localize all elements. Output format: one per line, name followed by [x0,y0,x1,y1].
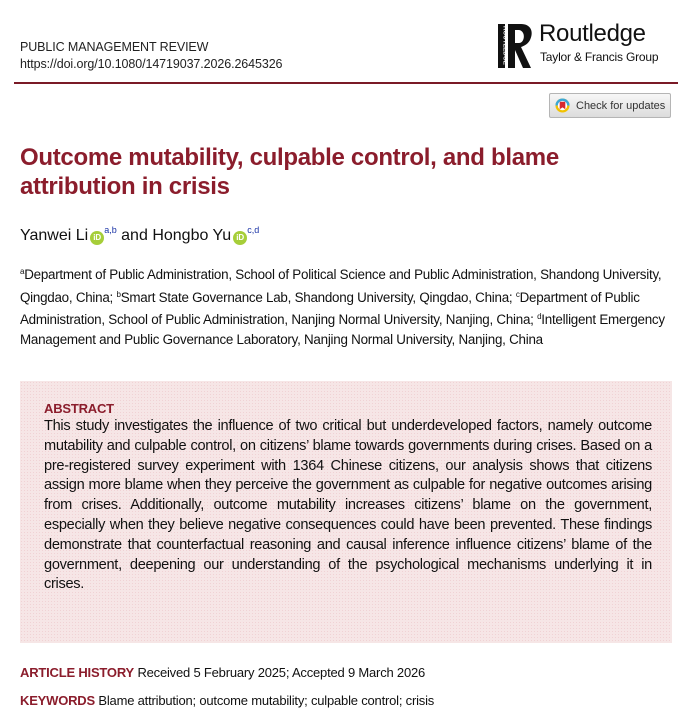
article-history [20,665,425,680]
check-for-updates-button[interactable] [549,93,671,118]
affiliation-text: Department of Public Administration, School of Public Administration, Nanjing Normal University, Nanjing, China; [20,289,640,328]
author-separator: and [121,227,148,244]
affiliation-text: Intelligent Emergency Management and Public Governance Laboratory, Nanjing Normal University, Nanjing, China [20,312,665,347]
author-affiliation-marks[interactable]: a,b [104,225,117,235]
affiliation-text: Smart State Governance Lab, Shandong University, Qingdao, China; [120,289,516,305]
article-title: Outcome mutability, culpable control, and blame attribution in crisis [20,144,559,200]
author-name[interactable]: Yanwei Li [20,227,89,244]
affiliation-mark: b [116,289,121,299]
author-list [20,219,259,247]
affiliation-mark: a [20,267,25,276]
keywords-text: Blame attribution; outcome mutability; culpable control; crisis [98,693,435,708]
article-history-label: ARTICLE HISTORY [20,665,135,680]
abstract-text: This study investigates the influence of two critical but underdeveloped factors, namely outcome mutability and culpable control, on citizens’ blame towards governments during crises. Based on a pre-registered survey experiment with 1364 Chinese citizens, our analysis shows that citizens assign more blame when they perceive the government as culpable for negative outcomes arising from crises. Additionally, outcome mutability increases citizens’ blame on the government, especially when they believe negative consequences could have been prevented. These findings demonstrate that counterfactual reasoning and causal inference influence citizens’ blame of the government, deepening our understanding of the psychological mechanisms underlying it in crises. [44,418,652,593]
publisher-name: Routledge [539,20,646,47]
routledge-logo-icon [497,20,537,72]
orcid-icon[interactable]: iD [233,231,247,245]
keywords [20,693,434,708]
svg-text:ROUTLEDGE: ROUTLEDGE [501,26,509,65]
article-history-text: Received 5 February 2025; Accepted 9 March 2026 [137,665,426,680]
publisher-logo [497,18,682,74]
journal-header [20,39,282,73]
affiliation-mark: c [515,289,520,299]
header-divider [14,82,678,84]
author-affiliation-marks[interactable]: c,d [247,225,260,235]
affiliation-mark: d [537,312,542,322]
publisher-group: Taylor & Francis Group [540,50,659,64]
affiliation-text: Department of Public Administration, School of Political Science and Public Administration, Shandong University, Qingdao, China; [20,267,662,305]
check-for-updates-label: Check for updates [576,99,666,112]
crossmark-icon [555,98,570,113]
doi-link[interactable]: https://doi.org/10.1080/14719037.2026.2645326 [20,57,283,71]
journal-name: PUBLIC MANAGEMENT REVIEW [20,40,209,54]
affiliations [20,262,680,349]
author-name[interactable]: Hongbo Yu [152,227,232,244]
keywords-label: KEYWORDS [20,693,95,708]
abstract-heading: ABSTRACT [44,401,114,416]
orcid-icon[interactable]: iD [90,231,104,245]
